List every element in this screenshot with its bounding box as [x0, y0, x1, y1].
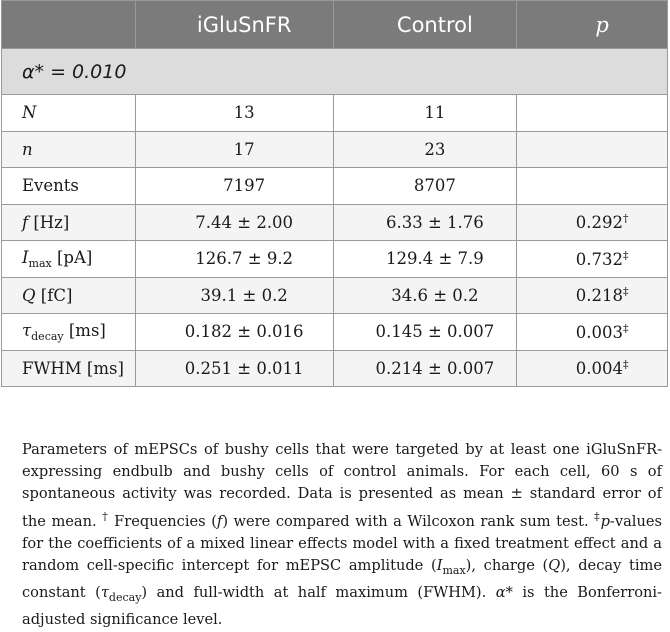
table-row [2, 168, 668, 205]
p-value: 0.003 [575, 322, 623, 342]
label-unit: [fC] [35, 285, 73, 305]
cell-control: 11 [333, 95, 517, 132]
label-sub: decay [31, 329, 64, 343]
p-mark: ‡ [622, 321, 629, 335]
cell-iglusnfr: 13 [135, 95, 333, 132]
row-label [2, 314, 136, 351]
table-row [2, 131, 668, 168]
group-row [2, 49, 668, 95]
cell-control: 0.214 ± 0.007 [333, 350, 517, 387]
cell-control: 8707 [333, 168, 517, 205]
caption-sub: max [442, 564, 466, 578]
caption-symbol: f [216, 512, 223, 530]
caption-text: * is the Bonferroni-adjusted significance level. [22, 584, 662, 629]
row-label [2, 277, 136, 314]
header-control: Control [333, 1, 517, 49]
p-mark: ‡ [622, 358, 629, 372]
table-caption [22, 439, 662, 632]
cell-iglusnfr: 126.7 ± 9.2 [135, 241, 333, 278]
row-label [2, 204, 136, 241]
caption-text: ) were compared with a Wilcoxon rank sum test. [222, 512, 595, 530]
cell-p [517, 204, 668, 241]
p-value: 0.732 [575, 249, 623, 269]
p-value: 0.292 [575, 213, 623, 233]
caption-text: ) and full-width at half maximum (FWHM). [141, 584, 496, 602]
cell-p [517, 314, 668, 351]
cell-p [517, 350, 668, 387]
group-label [2, 49, 668, 95]
header-blank [2, 1, 136, 49]
table-row [2, 277, 668, 314]
cell-control: 0.145 ± 0.007 [333, 314, 517, 351]
cell-p [517, 277, 668, 314]
table-row [2, 95, 668, 132]
caption-symbol: p [600, 512, 610, 530]
cell-control: 34.6 ± 0.2 [333, 277, 517, 314]
caption-text: ), charge ( [465, 557, 549, 575]
label-imax: I [22, 247, 29, 267]
row-label [2, 131, 136, 168]
caption-text: Parameters of mEPSCs of bushy cells that were targeted by at least one iGluSnFR-expressing endbulb and bushy cells of control animals. For each cell, 60 s of spontaneous activity was recorded. Data is presented as mean ± standard error of the mean. [22, 441, 662, 530]
label-n: n [22, 139, 33, 159]
table-row [2, 241, 668, 278]
p-value: 0.218 [575, 286, 623, 306]
p-mark: ‡ [622, 285, 629, 299]
p-value: 0.004 [575, 359, 623, 379]
cell-iglusnfr: 0.182 ± 0.016 [135, 314, 333, 351]
p-mark: † [622, 212, 629, 226]
table-row [2, 314, 668, 351]
caption-symbol: α [495, 584, 506, 602]
alpha-label: α* = 0.010 [22, 60, 127, 83]
cell-control: 129.4 ± 7.9 [333, 241, 517, 278]
cell-control: 6.33 ± 1.76 [333, 204, 517, 241]
cell-iglusnfr: 39.1 ± 0.2 [135, 277, 333, 314]
cell-p [517, 131, 668, 168]
label-unit: [Hz] [28, 212, 70, 232]
caption-symbol: I [436, 557, 443, 575]
label-unit: [pA] [51, 247, 93, 267]
caption-text: -values for the coefficients of a mixed linear effects model with a fixed treatment effect and a random cell-specific intercept for mEPSC amplitude ( [22, 512, 662, 575]
cell-p [517, 95, 668, 132]
label-unit: [ms] [63, 320, 106, 340]
caption-symbol: τ [100, 584, 109, 602]
row-label: Events [2, 168, 136, 205]
cell-p [517, 241, 668, 278]
label-q: Q [22, 285, 36, 305]
cell-iglusnfr: 7.44 ± 2.00 [135, 204, 333, 241]
cell-iglusnfr: 7197 [135, 168, 333, 205]
header-row [2, 1, 668, 49]
label-f: f [22, 212, 29, 232]
cell-p [517, 168, 668, 205]
caption-symbol: Q [548, 557, 561, 575]
table-row [2, 350, 668, 387]
cell-iglusnfr: 17 [135, 131, 333, 168]
p-mark: ‡ [622, 248, 629, 262]
caption-sub: decay [108, 591, 142, 605]
results-table [1, 0, 668, 387]
ddagger-mark: ‡ [594, 509, 601, 523]
caption-text: ), decay time constant ( [22, 557, 662, 602]
cell-iglusnfr: 0.251 ± 0.011 [135, 350, 333, 387]
dagger-mark: † [102, 509, 109, 523]
results-table-container [1, 0, 668, 387]
row-label: FWHM [ms] [2, 350, 136, 387]
label-N: N [22, 103, 37, 123]
table-row [2, 204, 668, 241]
caption-text: Frequencies ( [108, 512, 217, 530]
cell-control: 23 [333, 131, 517, 168]
label-sub: max [28, 256, 52, 270]
row-label [2, 95, 136, 132]
row-label [2, 241, 136, 278]
header-iglusnfr: iGluSnFR [135, 1, 333, 49]
label-tau: τ [22, 320, 32, 340]
header-p: p [517, 1, 668, 49]
